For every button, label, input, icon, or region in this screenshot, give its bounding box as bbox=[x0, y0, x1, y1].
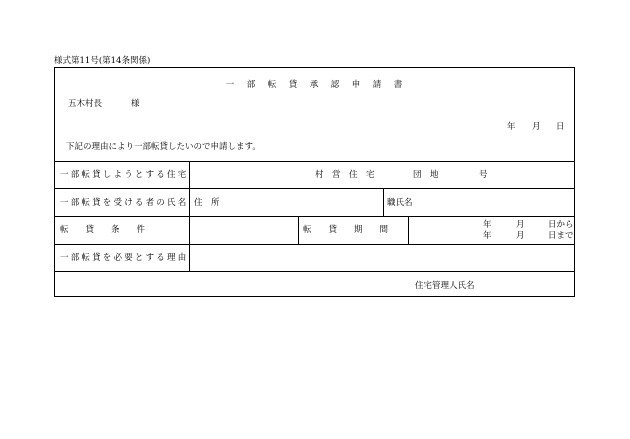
addressee: 五木村長 bbox=[68, 99, 103, 109]
row-divider bbox=[54, 188, 575, 189]
period-from-year: 年 bbox=[483, 220, 492, 230]
period-from-day: 日から bbox=[548, 220, 574, 230]
reason-label: 一部転貸を必要とする理由 bbox=[60, 253, 189, 263]
housing-number: 号 bbox=[479, 170, 488, 180]
row-divider bbox=[54, 244, 575, 245]
period-label: 転 貸 期 間 bbox=[303, 225, 389, 235]
housing-estate: 団 地 bbox=[413, 170, 439, 180]
period-to-day: 日まで bbox=[548, 231, 574, 241]
conditions-period-divider bbox=[298, 216, 299, 244]
intro-text: 下記の理由により一部転貸したいので申請します。 bbox=[66, 142, 261, 152]
housing-label: 一部転貸しようとする住宅 bbox=[60, 170, 189, 180]
period-from-month: 月 bbox=[516, 220, 525, 230]
housing-village: 村 営 住 宅 bbox=[315, 170, 375, 180]
recipient-occupation-name: 職氏名 bbox=[387, 198, 413, 208]
row-divider bbox=[54, 271, 575, 272]
row-divider bbox=[54, 161, 575, 162]
date-day: 日 bbox=[556, 122, 565, 132]
period-to-year: 年 bbox=[483, 231, 492, 241]
label-column-divider bbox=[189, 161, 190, 271]
period-value-divider bbox=[408, 216, 409, 244]
form-number: 様式第11号(第14条関係) bbox=[54, 56, 151, 66]
honorific: 様 bbox=[131, 99, 140, 109]
date-month: 月 bbox=[532, 122, 541, 132]
manager-label: 住宅管理人氏名 bbox=[415, 281, 475, 291]
period-to-month: 月 bbox=[516, 231, 525, 241]
conditions-label: 転 貸 条 件 bbox=[60, 225, 146, 235]
date-year: 年 bbox=[507, 122, 516, 132]
form-title: 一 部 転 貸 承 認 申 請 書 bbox=[225, 80, 405, 90]
address-name-divider bbox=[383, 188, 384, 216]
recipient-address: 住 所 bbox=[194, 198, 220, 208]
row-divider bbox=[54, 216, 575, 217]
recipient-label: 一部転貸を受ける者の氏名 bbox=[60, 198, 189, 208]
